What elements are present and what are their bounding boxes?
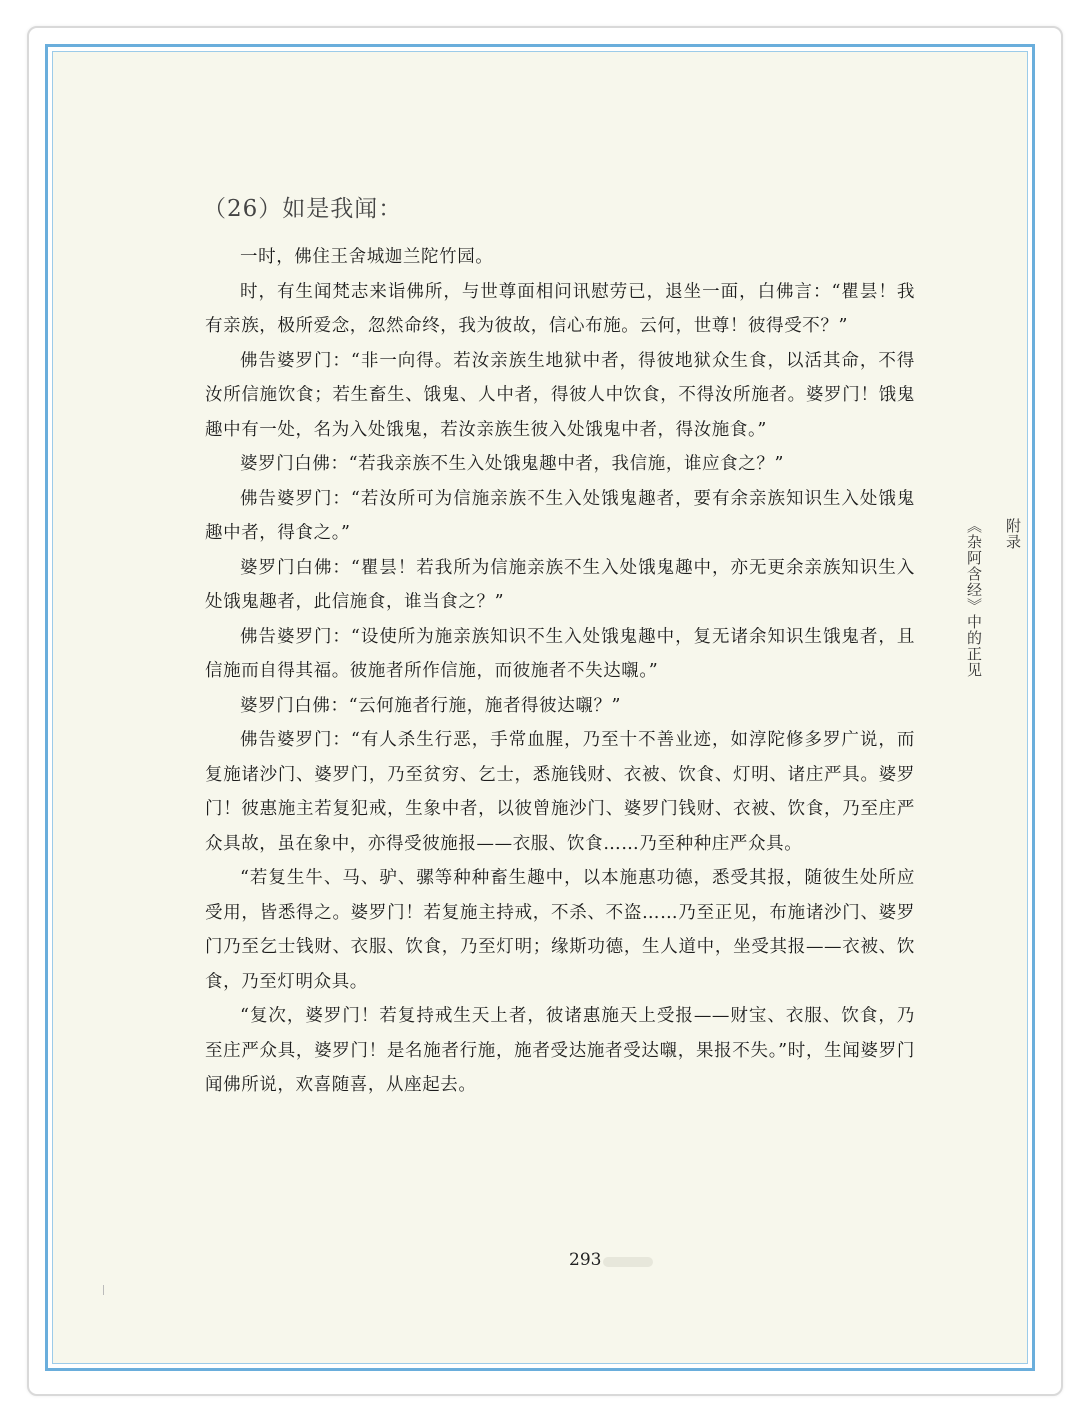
paragraph: 佛告婆罗门：“有人杀生行恶，手常血腥，乃至十不善业迹，如淳陀修多罗广说，而复施诸沙门、婆罗门，乃至贫穷、乞士，悉施钱财、衣被、饮食、灯明、诸庄严具。婆罗门！彼惠施主若复犯戒，生象中者，以彼曾施沙门、婆罗门钱财、衣被、饮食，乃至庄严众具故，虽在象中，亦得受彼施报——衣服、饮食……乃至种种庄严众具。 [205, 730, 915, 854]
scan-mark [103, 1285, 104, 1295]
page-frame [45, 44, 1035, 1371]
paragraph: “若复生牛、马、驴、骡等种种畜生趣中，以本施惠功德，悉受其报，随彼生处所应受用，皆悉得之。婆罗门！若复施主持戒，不杀、不盗……乃至正见，布施诸沙门、婆罗门乃至乞士钱财、衣服、饮食，乃至灯明；缘斯功德，生人道中，坐受其报——衣被、饮食，乃至灯明众具。 [205, 868, 915, 992]
side-section-label: 附录 [1004, 518, 1022, 550]
paragraph: 佛告婆罗门：“设使所为施亲族知识不生入处饿鬼趣中，复无诸余知识生饿鬼者，且信施而自得其福。彼施者所作信施，而彼施者不失达嚫。” [205, 626, 915, 681]
paragraph: 时，有生闻梵志来诣佛所，与世尊面相问讯慰劳已，退坐一面，白佛言：“瞿昙！我有亲族，极所爱念，忽然命终，我为彼故，信心布施。云何，世尊！彼得受不？” [205, 281, 915, 336]
paragraph: 婆罗门白佛：“瞿昙！若我所为信施亲族不生入处饿鬼趣中，亦无更余亲族知识生入处饿鬼趣者，此信施食，谁当食之？” [205, 557, 915, 612]
scan-smudge [603, 1257, 653, 1267]
paragraph: 一时，佛住王舍城迦兰陀竹园。 [240, 247, 494, 267]
paragraph: 婆罗门白佛：“若我亲族不生入处饿鬼趣中者，我信施，谁应食之？” [240, 454, 784, 474]
paragraph: “复次，婆罗门！若复持戒生天上者，彼诸惠施天上受报——财宝、衣服、饮食，乃至庄严众具，婆罗门！是名施者行施，施者受达施者受达嚫，果报不失。”时，生闻婆罗门闻佛所说，欢喜随喜，从座起去。 [205, 1006, 915, 1095]
sutra-heading: （26）如是我闻： [203, 196, 403, 222]
page-frame-inner [52, 51, 1028, 1364]
running-side-header [964, 518, 1024, 678]
paragraph: 婆罗门白佛：“云何施者行施，施者得彼达嚫？” [240, 695, 622, 716]
sutra-body [205, 240, 915, 1103]
paragraph: 佛告婆罗门：“非一向得。若汝亲族生地狱中者，得彼地狱众生食，以活其命，不得汝所信施饮食；若生畜生、饿鬼、人中者，得彼人中饮食，不得汝所施者。婆罗门！饿鬼趣中有一处，名为入处饿鬼，若汝亲族生彼入处饿鬼中者，得汝施食。” [205, 350, 915, 440]
book-page [53, 52, 1027, 1363]
side-chapter-label: 《杂阿含经》中的正见 [965, 518, 983, 678]
paragraph: 佛告婆罗门：“若汝所可为信施亲族不生入处饿鬼趣者，要有余亲族知识生入处饿鬼趣中者，得食之。” [205, 488, 915, 543]
page-number: 293 [569, 1250, 602, 1270]
